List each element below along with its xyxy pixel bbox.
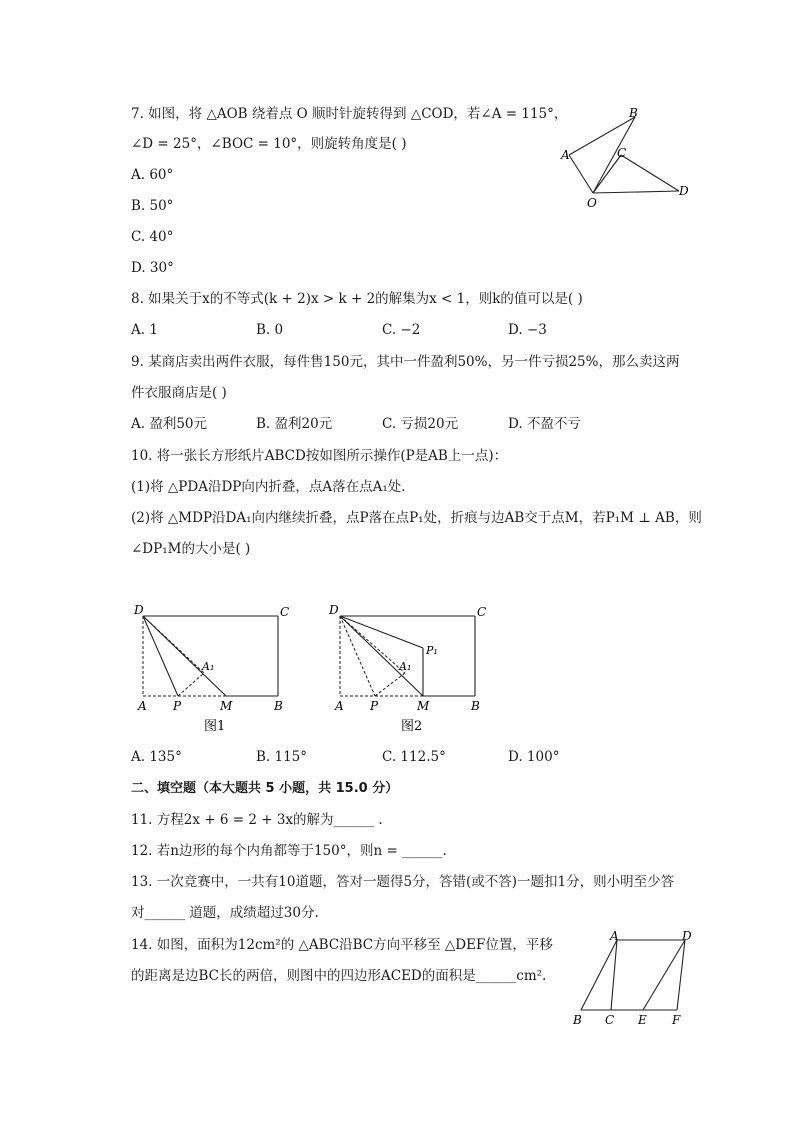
q14-label-f: F	[672, 1013, 681, 1027]
q9-line2: 件衣服商店是( )	[131, 385, 227, 401]
q10-fig1-label-d: D	[134, 603, 144, 617]
q7-option-d: D. 30°	[131, 260, 174, 276]
q14-label-a: A	[610, 929, 619, 943]
q12-line1: 12. 若n边形的每个内角都等于150°，则n = ______.	[131, 843, 447, 859]
q10-fig2-label-p1: P₁	[426, 644, 438, 657]
q10-line2: (1)将 △PDA沿DP向内折叠，点A落在点A₁处.	[131, 479, 406, 495]
section-2-title: 二、填空题（本大题共 5 小题，共 15.0 分）	[131, 781, 399, 796]
q10-line3: (2)将 △MDP沿DA₁向内继续折叠，点P落在点P₁处，折痕与边AB交于点M，若P₁M ⊥ AB，则	[131, 510, 702, 526]
q10-option-a: A. 135°	[131, 749, 182, 765]
q10-fig1-label-c: C	[280, 605, 290, 619]
q7-option-b: B. 50°	[131, 198, 174, 214]
q14-translation-figure	[565, 928, 705, 1033]
q7-rotation-figure	[555, 105, 695, 215]
q10-fig1-label-p: P	[173, 699, 182, 713]
q7-label-d: D	[679, 184, 689, 198]
q14-label-e: E	[638, 1013, 647, 1027]
q10-fig2-label-b: B	[471, 699, 480, 713]
q9-option-c: C. 亏损20元	[382, 416, 459, 432]
q11-line1: 11. 方程2x + 6 = 2 + 3x的解为______ .	[131, 812, 383, 828]
q9-option-d: D. 不盈不亏	[508, 416, 581, 432]
q10-fig2-label-m: M	[417, 699, 430, 713]
q9-option-a: A. 盈利50元	[131, 416, 208, 432]
q7-label-c: C	[617, 146, 627, 160]
q8-option-c: C. −2	[382, 322, 421, 338]
q7-option-c: C. 40°	[131, 229, 174, 245]
q14-label-c: C	[605, 1013, 615, 1027]
q10-fig2-label-a: A	[335, 699, 344, 713]
q10-fig1-label-m: M	[220, 699, 233, 713]
q10-fig1-label-a: A	[138, 699, 147, 713]
q7-line1: 7. 如图，将 △AOB 绕着点 O 顺时针旋转得到 △COD，若∠A = 115°，	[131, 106, 568, 122]
q13-line2: 对______ 道题，成绩超过30分.	[131, 905, 319, 921]
q9-line1: 9. 某商店卖出两件衣服，每件售150元，其中一件盈利50%，另一件亏损25%，那么卖这两	[131, 354, 680, 370]
q10-fig1-caption: 图1	[204, 719, 226, 734]
q10-fig1-label-b: B	[274, 699, 283, 713]
q7-line2: ∠D = 25°，∠BOC = 10°，则旋转角度是( )	[131, 136, 407, 152]
q7-label-a: A	[561, 148, 570, 162]
q10-fig2-label-a1: A₁	[399, 660, 412, 673]
q10-option-c: C. 112.5°	[382, 749, 446, 765]
q14-line1: 14. 如图，面积为12cm²的 △ABC沿BC方向平移至 △DEF位置，平移	[131, 937, 553, 953]
q10-fig2-label-c: C	[477, 605, 487, 619]
q8-line1: 8. 如果关于x的不等式(k + 2)x > k + 2的解集为x < 1，则k的值可以是( )	[131, 291, 583, 307]
q14-label-b: B	[573, 1013, 582, 1027]
q10-figure-2	[325, 598, 495, 738]
q10-fig1-label-a1: A₁	[202, 660, 215, 673]
q13-line1: 13. 一次竞赛中，一共有10道题，答对一题得5分，答错(或不答)一题扣1分，则小明至少答	[131, 874, 675, 890]
q14-label-d: D	[682, 929, 692, 943]
q10-line1: 10. 将一张长方形纸片ABCD按如图所示操作(P是AB上一点)：	[131, 448, 508, 464]
q9-option-b: B. 盈利20元	[256, 416, 333, 432]
q8-option-d: D. −3	[508, 322, 547, 338]
q10-line4: ∠DP₁M的大小是( )	[131, 541, 251, 557]
q10-fig2-label-p: P	[370, 699, 379, 713]
q8-option-a: A. 1	[131, 322, 158, 338]
q10-option-d: D. 100°	[508, 749, 560, 765]
q7-label-o: O	[587, 196, 597, 210]
q14-line2: 的距离是边BC长的两倍，则图中的四边形ACED的面积是______cm².	[131, 968, 547, 984]
q10-fig2-caption: 图2	[401, 719, 423, 734]
q7-label-b: B	[629, 106, 638, 120]
q10-option-b: B. 115°	[256, 749, 308, 765]
q8-option-b: B. 0	[256, 322, 284, 338]
q10-figure-1	[128, 598, 298, 738]
q10-fig2-label-d: D	[329, 603, 339, 617]
q7-option-a: A. 60°	[131, 167, 174, 183]
